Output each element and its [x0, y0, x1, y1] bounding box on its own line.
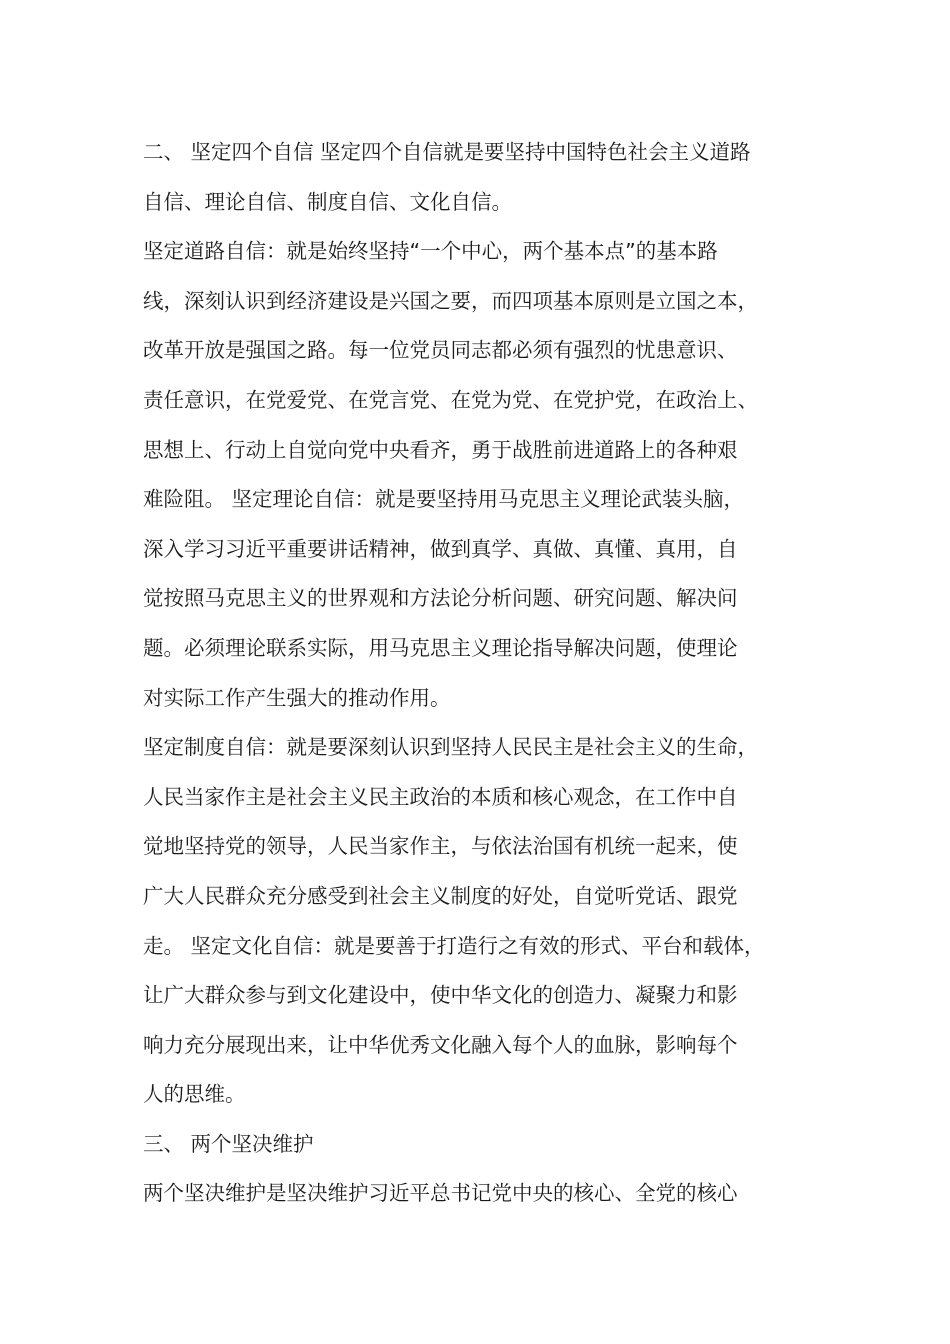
text-line-5: 改革开放是强国之路。每一位党员同志都必须有强烈的忧患意识、	[143, 338, 738, 363]
text-line-21: 三、 两个坚决维护	[143, 1131, 314, 1156]
text-line-12: 对实际工作产生强大的推动作用。	[143, 685, 451, 710]
text-line-15: 觉地坚持党的领导，人民当家作主，与依法治国有机统一起来，使	[143, 834, 738, 859]
text-line-8: 难险阻。 坚定理论自信：就是要坚持用马克思主义理论武装头脑，	[143, 487, 745, 512]
text-line-6: 责任意识，在党爱党、在党言党、在党为党、在党护党，在政治上、	[143, 387, 758, 412]
text-line-3: 坚定道路自信：就是始终坚持“一个中心，两个基本点”的基本路	[143, 239, 718, 264]
text-line-2: 自信、理论自信、制度自信、文化自信。	[143, 189, 512, 214]
text-line-22: 两个坚决维护是坚决维护习近平总书记党中央的核心、全党的核心	[143, 1181, 738, 1206]
text-line-1: 二、 坚定四个自信 坚定四个自信就是要坚持中国特色社会主义道路	[143, 140, 751, 164]
text-line-18: 让广大群众参与到文化建设中，使中华文化的创造力、凝聚力和影	[143, 983, 738, 1008]
text-line-7: 思想上、行动上自觉向党中央看齐，勇于战胜前进道路上的各种艰	[143, 437, 738, 462]
text-line-4: 线，深刻认识到经济建设是兴国之要，而四项基本原则是立国之本，	[143, 288, 758, 313]
text-line-9: 深入学习习近平重要讲话精神，做到真学、真做、真懂、真用，自	[143, 536, 738, 561]
text-line-17: 走。 坚定文化自信：就是要善于打造行之有效的形式、平台和载体，	[143, 933, 765, 958]
text-line-10: 觉按照马克思主义的世界观和方法论分析问题、研究问题、解决问	[143, 586, 738, 611]
text-line-13: 坚定制度自信：就是要深刻认识到坚持人民民主是社会主义的生命，	[143, 735, 758, 760]
document-body	[143, 128, 815, 1219]
text-line-16: 广大人民群众充分感受到社会主义制度的好处，自觉听党话、跟党	[143, 883, 738, 908]
text-line-14: 人民当家作主是社会主义民主政治的本质和核心观念，在工作中自	[143, 784, 738, 809]
text-line-20: 人的思维。	[143, 1082, 246, 1107]
text-line-11: 题。必须理论联系实际，用马克思主义理论指导解决问题，使理论	[143, 635, 738, 660]
text-line-19: 响力充分展现出来，让中华优秀文化融入每个人的血脉，影响每个	[143, 1032, 738, 1057]
